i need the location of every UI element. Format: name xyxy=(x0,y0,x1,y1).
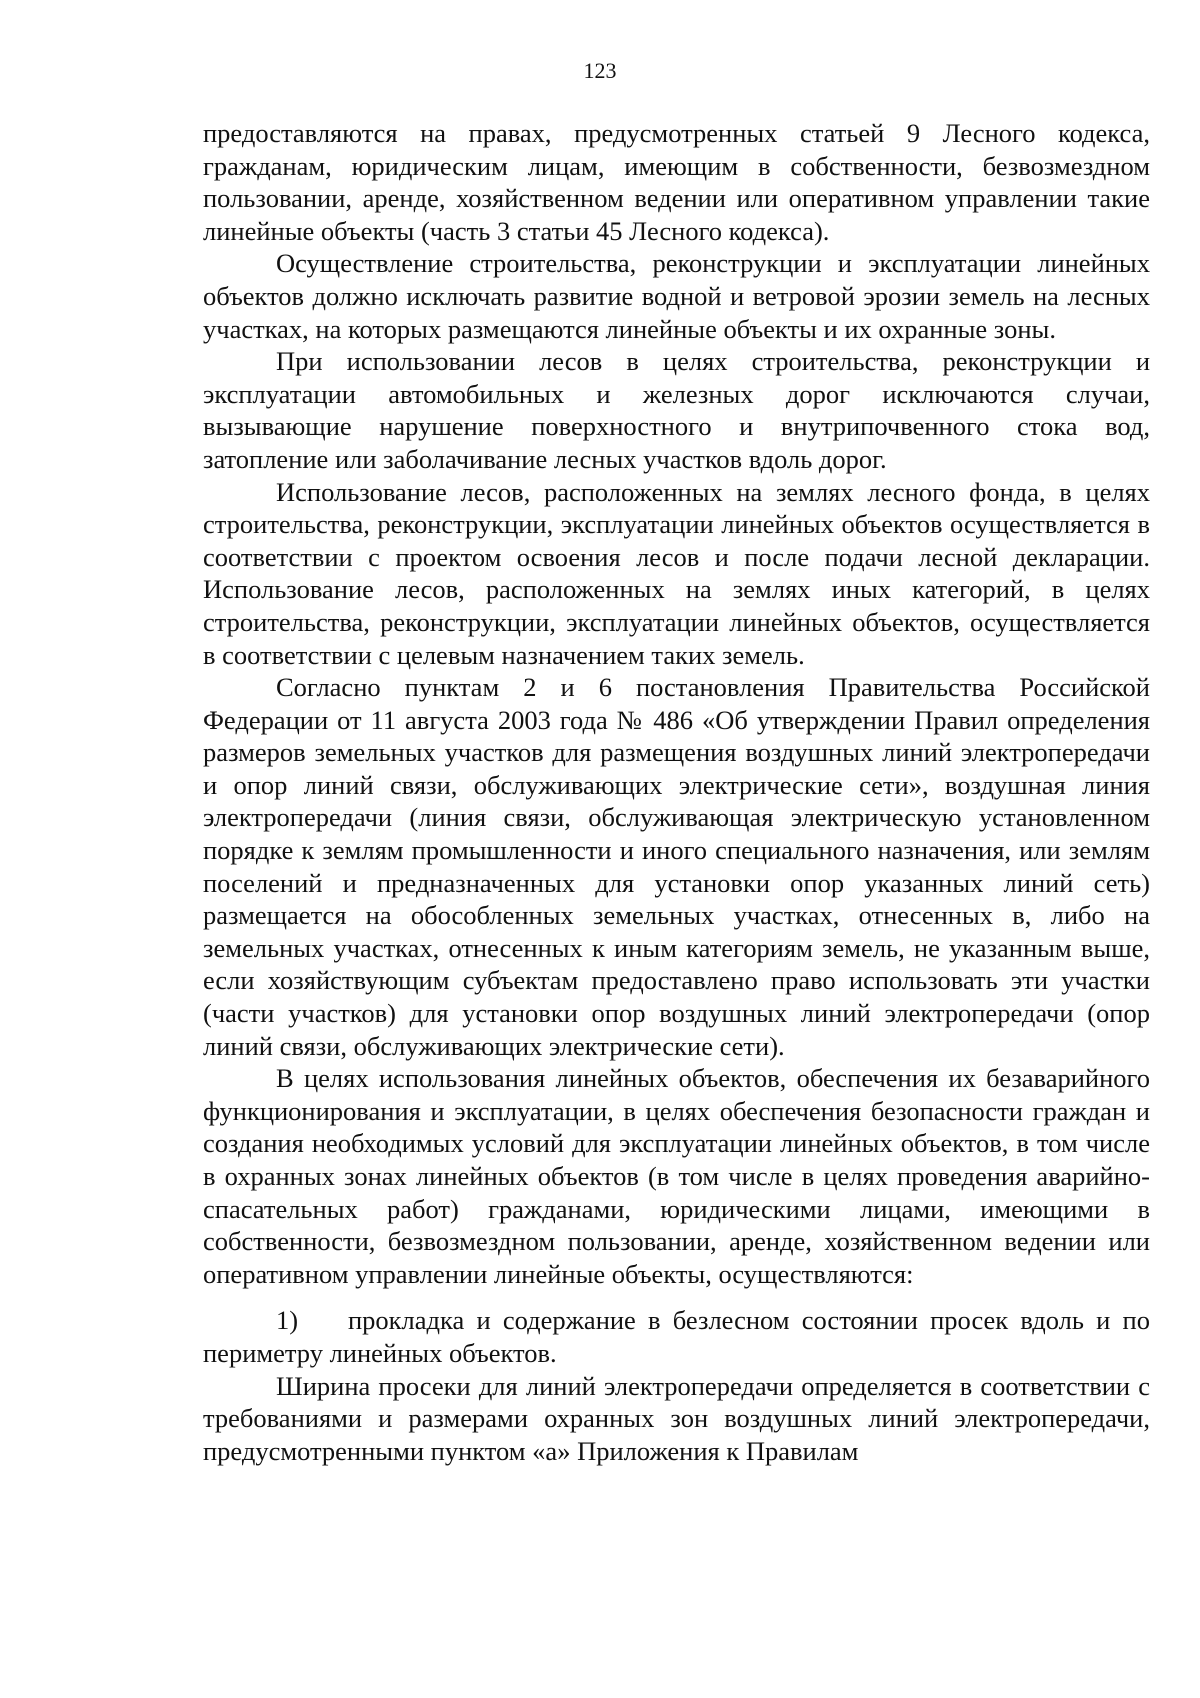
document-body xyxy=(203,117,1150,1467)
paragraph: Использование лесов, расположенных на землях лесного фонда, в целях строительства, реконструкции, эксплуатации линейных объектов осуществляется в соответствии с проектом освоения лесов и после подачи лесной декларации. Использование лесов, расположенных на землях иных категорий, в целях строительства, реконструкции, эксплуатации линейных объектов, осуществляется в соответствии с целевым назначением таких земель. xyxy=(203,476,1150,670)
paragraph: Осуществление строительства, реконструкции и эксплуатации линейных объектов должно исключать развитие водной и ветровой эрозии земель на лесных участках, на которых размещаются линейные объекты и их охранные зоны. xyxy=(203,248,1150,344)
list-item xyxy=(203,1304,1150,1369)
list-item-text: прокладка и содержание в безлесном состоянии просек вдоль и по периметру линейных объектов. xyxy=(203,1305,1150,1368)
paragraph: Ширина просеки для линий электропередачи определяется в соответствии с требованиями и размерами охранных зон воздушных линий электропередачи, предусмотренными пунктом «а» Приложения к Правилам xyxy=(203,1370,1150,1466)
paragraph: предоставляются на правах, предусмотренных статьей 9 Лесного кодекса, гражданам, юридическим лицам, имеющим в собственности, безвозмездном пользовании, аренде, хозяйственном ведении или оперативном управлении такие линейные объекты (часть 3 статьи 45 Лесного кодекса). xyxy=(203,118,1150,246)
paragraph: В целях использования линейных объектов, обеспечения их безаварийного функционирования и эксплуатации, в целях обеспечения безопасности граждан и создания необходимых условий для эксплуатации линейных объектов, в том числе в охранных зонах линейных объектов (в том числе в целях проведения аварийно-спасательных работ) гражданами, юридическими лицами, имеющими в собственности, безвозмездном пользовании, аренде, хозяйственном ведении или оперативном управлении линейные объекты, осуществляются: xyxy=(203,1063,1150,1289)
paragraph: Согласно пунктам 2 и 6 постановления Правительства Российской Федерации от 11 августа 2003 года № 486 «Об утверждении Правил определения размеров земельных участков для размещения воздушных линий электропередачи и опор линий связи, обслуживающих электрические сети», воздушная линия электропередачи (линия связи, обслуживающая электрическую установленном порядке к землям промышленности и иного специального назначения, или землям поселений и предназначенных для установки опор указанных линий сеть) размещается на обособленных земельных участках, отнесенных в, либо на земельных участках, отнесенных к иным категориям земель, не указанным выше, если хозяйствующим субъектам предоставлено право использовать эти участки (части участков) для установки опор воздушных линий электропередачи (опор линий связи, обслуживающих электрические сети). xyxy=(203,672,1150,1061)
list-item-number: 1) xyxy=(276,1305,299,1336)
paragraph: При использовании лесов в целях строительства, реконструкции и эксплуатации автомобильных и железных дорог исключаются случаи, вызывающие нарушение поверхностного и внутрипочвенного стока вод, затопление или заболачивание лесных участков вдоль дорог. xyxy=(203,346,1150,474)
page-number: 123 xyxy=(583,58,617,83)
